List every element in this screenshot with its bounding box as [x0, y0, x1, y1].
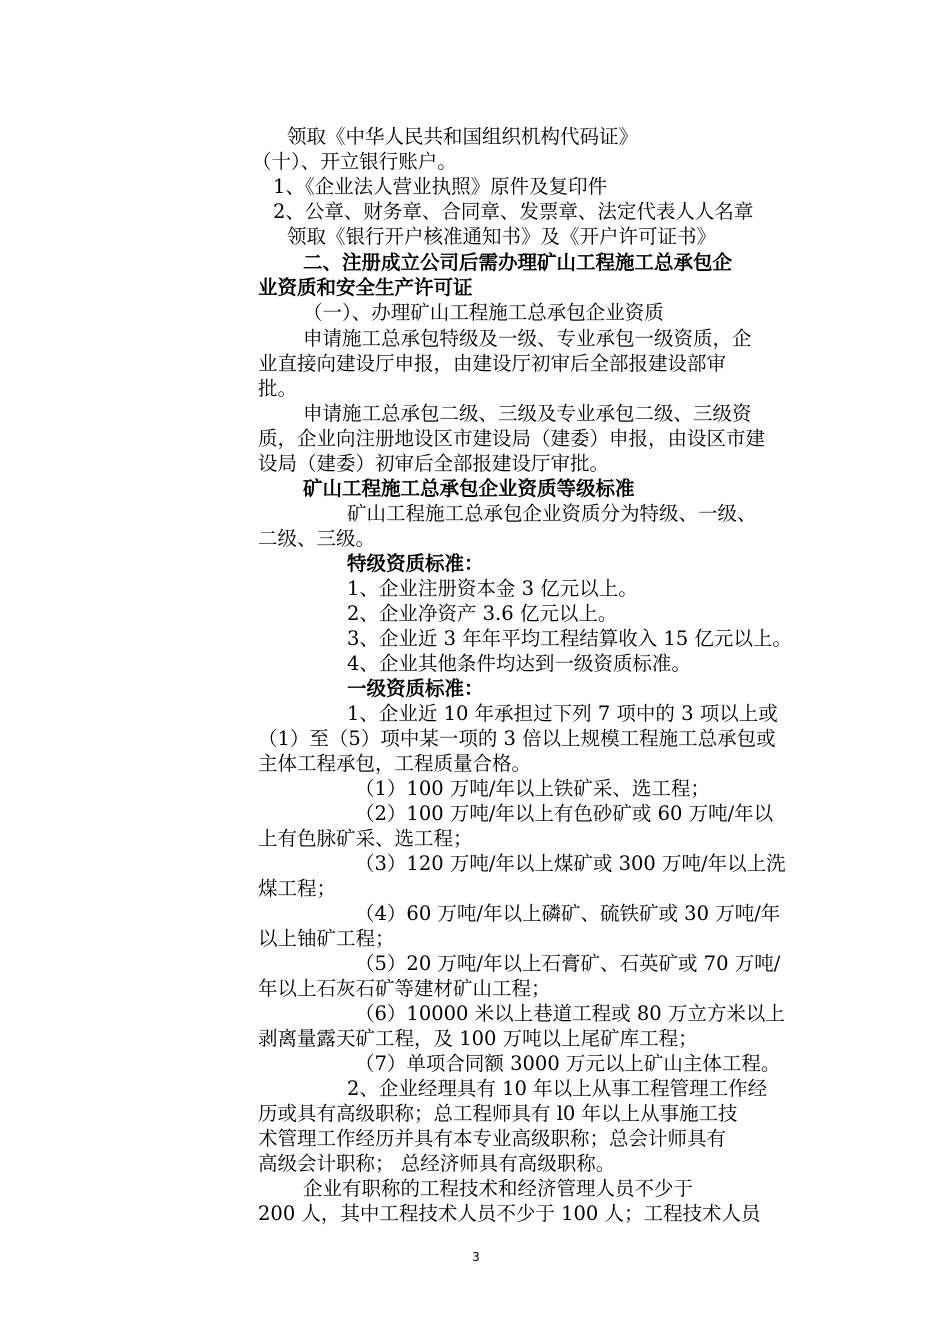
text-line: （1）至（5）项中某一项的 3 倍以上规模工程施工总承包或 — [258, 727, 776, 750]
section-heading: （一）、办理矿山工程施工总承包企业资质 — [303, 301, 664, 324]
list-item: （7）单项合同额 3000 万元以上矿山主体工程。 — [355, 1052, 781, 1075]
text-line: 2、公章、财务章、合同章、发票章、法定代表人人名章 — [273, 200, 754, 223]
text-line: 领取《中华人民共和国组织机构代码证》 — [287, 125, 639, 148]
section-heading: 特级资质标准： — [347, 552, 484, 575]
text-line: 主体工程承包，工程质量合格。 — [258, 752, 532, 775]
section-heading: 矿山工程施工总承包企业资质等级标准 — [303, 477, 635, 500]
chapter-heading: 二、注册成立公司后需办理矿山工程施工总承包企 — [303, 251, 733, 274]
list-item: （2）100 万吨/年以上有色砂矿或 60 万吨/年以 — [355, 802, 774, 825]
text-line: 申请施工总承包二级、三级及专业承包二级、三级资 — [303, 402, 752, 425]
list-item: （4）60 万吨/年以上磷矿、硫铁矿或 30 万吨/年 — [355, 902, 781, 925]
text-line: 历或具有高级职称；总工程师具有 l0 年以上从事施工技 — [258, 1102, 738, 1125]
list-item: 2、企业净资产 3.6 亿元以上。 — [347, 602, 618, 625]
text-line: 申请施工总承包特级及一级、专业承包一级资质，企 — [303, 327, 752, 350]
text-line: 煤工程； — [258, 877, 337, 900]
text-line: 批。 — [258, 377, 298, 400]
text-line: 设局（建委）初审后全部报建设厅审批。 — [258, 452, 610, 475]
list-item: （3）120 万吨/年以上煤矿或 300 万吨/年以上洗 — [355, 852, 786, 875]
list-item: 4、企业其他条件均达到一级资质标准。 — [347, 652, 691, 675]
text-line: 术管理工作经历并具有本专业高级职称；总会计师具有 — [258, 1127, 727, 1150]
text-line: 二级、三级。 — [258, 527, 376, 550]
text-line: 矿山工程施工总承包企业资质分为特级、一级、 — [347, 502, 757, 525]
text-line: 高级会计职称； 总经济师具有高级职称。 — [258, 1152, 616, 1175]
text-line: 1、《企业法人营业执照》原件及复印件 — [273, 175, 608, 198]
page-number: 3 — [472, 1250, 480, 1264]
chapter-heading: 业资质和安全生产许可证 — [258, 276, 473, 299]
text-line: 年以上石灰石矿等建材矿山工程； — [258, 977, 551, 1000]
text-line: 质，企业向注册地设区市建设局（建委）申报，由设区市建 — [258, 427, 766, 450]
list-item: （5）20 万吨/年以上石膏矿、石英矿或 70 万吨/ — [355, 952, 781, 975]
list-item: （1）100 万吨/年以上铁矿采、选工程； — [355, 777, 710, 800]
list-item: 3、企业近 3 年年平均工程结算收入 15 亿元以上。 — [347, 627, 792, 650]
text-line: 200 人，其中工程技术人员不少于 100 人；工程技术人员 — [258, 1202, 761, 1225]
text-line: 领取《银行开户核准通知书》及《开户许可证书》 — [287, 225, 717, 248]
section-heading: 一级资质标准： — [347, 677, 484, 700]
text-line: 企业有职称的工程技术和经济管理人员不少于 — [303, 1177, 694, 1200]
text-line: 上有色脉矿采、选工程； — [258, 827, 473, 850]
list-item: 1、企业近 10 年承担过下列 7 项中的 3 项以上或 — [347, 702, 778, 725]
section-heading: （十）、开立银行账户。 — [252, 150, 457, 173]
list-item: 2、企业经理具有 10 年以上从事工程管理工作经 — [347, 1077, 768, 1100]
list-item: （6）10000 米以上巷道工程或 80 万立方米以上 — [355, 1002, 785, 1025]
text-line: 以上铀矿工程； — [258, 927, 395, 950]
list-item: 1、企业注册资本金 3 亿元以上。 — [347, 577, 638, 600]
text-line: 业直接向建设厅申报，由建设厅初审后全部报建设部审 — [258, 352, 727, 375]
text-line: 剥离量露天矿工程，及 100 万吨以上尾矿库工程； — [258, 1027, 698, 1050]
